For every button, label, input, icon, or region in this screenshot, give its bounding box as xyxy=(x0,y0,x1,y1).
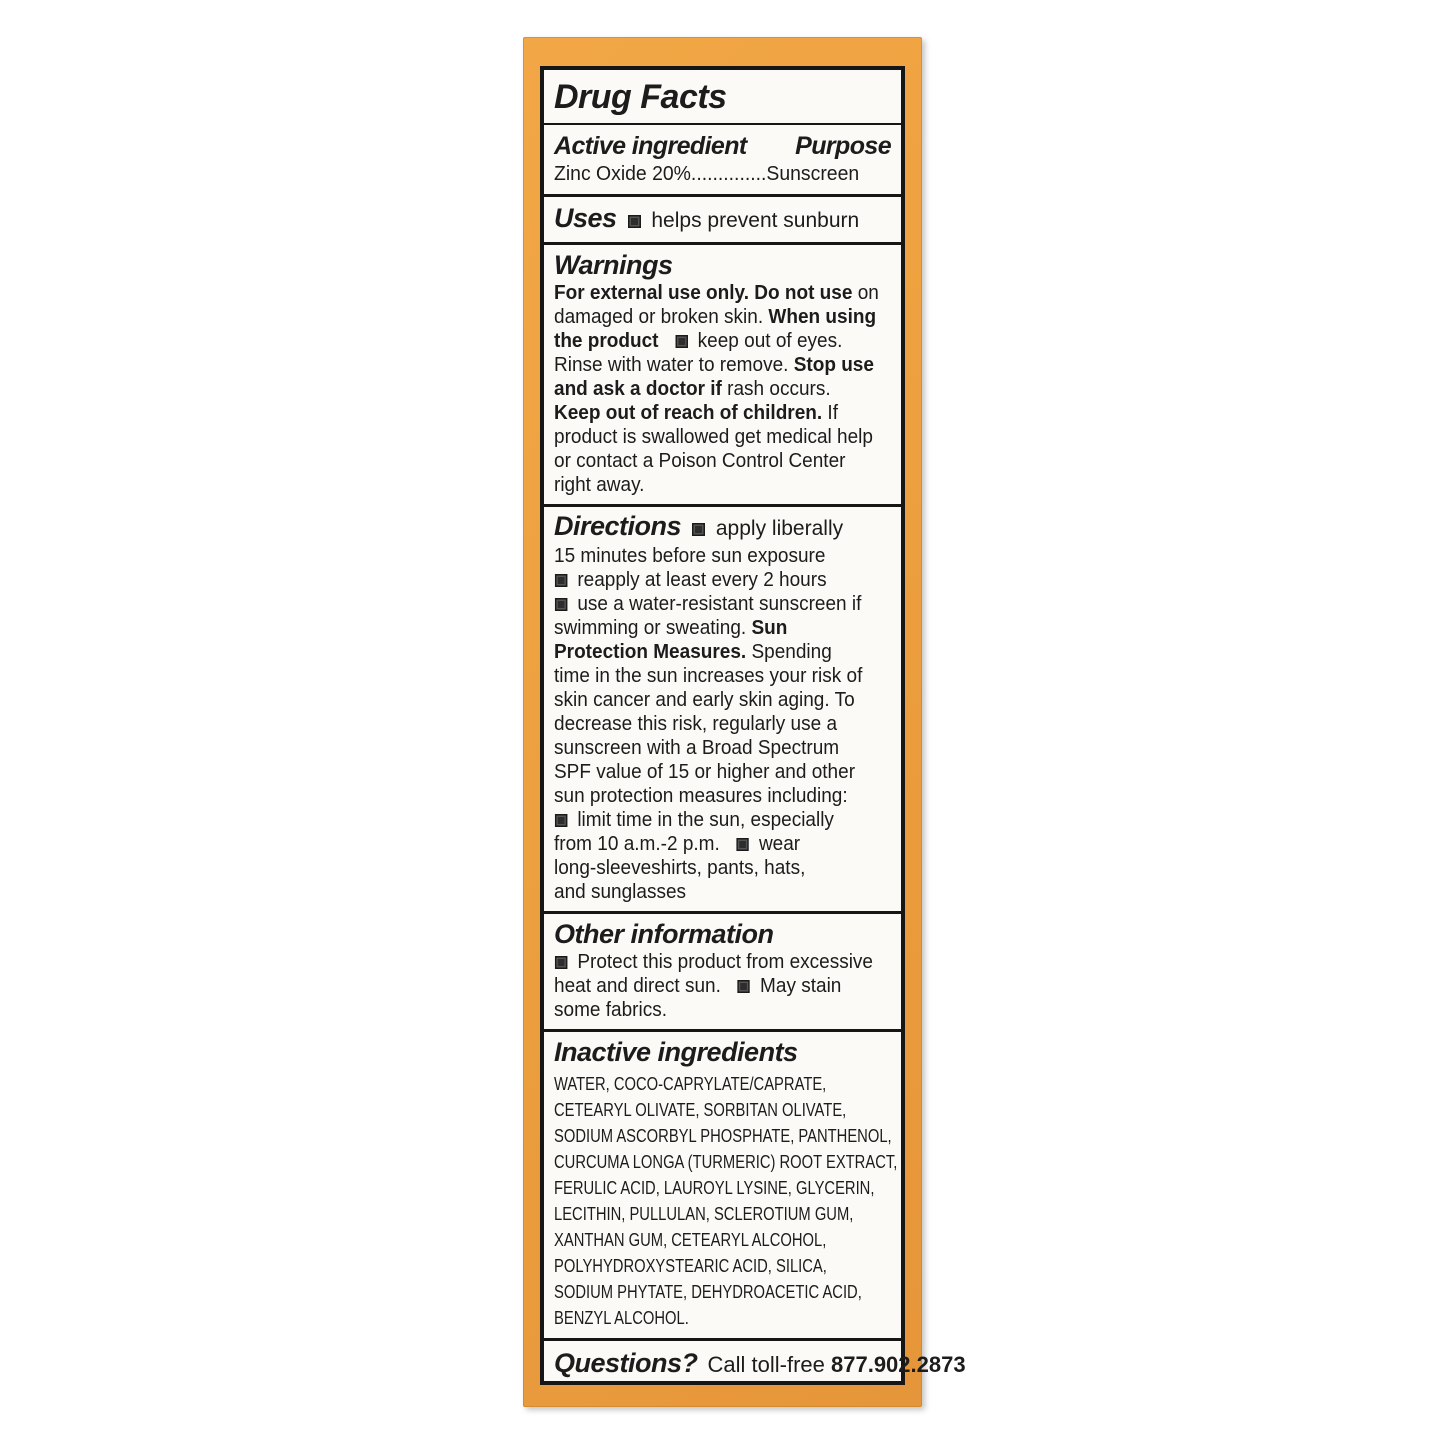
purpose-heading: Purpose xyxy=(795,132,891,160)
text-line: some fabrics. xyxy=(554,999,667,1021)
text-line: swimming or sweating. Sun xyxy=(554,617,788,639)
text-line: or contact a Poison Control Center xyxy=(554,450,846,472)
active-ingredient-heading-row xyxy=(554,131,891,161)
text-line: the product keep out of eyes. xyxy=(554,330,843,352)
inactive-ingredients-heading: Inactive ingredients xyxy=(554,1037,798,1067)
text-line: heat and direct sun. May stain xyxy=(554,975,842,997)
text-line: SODIUM ASCORBYL PHOSPHATE, PANTHENOL, xyxy=(554,1126,892,1146)
text-line: use a water-resistant sunscreen if xyxy=(554,592,874,616)
questions-phone-text: Call toll-free 877.902.2873 xyxy=(707,1352,966,1377)
bullet-square-icon xyxy=(628,215,641,228)
text-line: WATER, COCO-CAPRYLATE/CAPRATE, xyxy=(554,1074,827,1094)
text-line: product is swallowed get medical help xyxy=(554,426,873,448)
text-line: 15 minutes before sun exposure xyxy=(554,545,826,567)
other-information-heading: Other information xyxy=(554,919,774,949)
active-ingredient-heading: Active ingredient xyxy=(554,132,747,160)
text-line: Protect this product from excessive xyxy=(554,950,874,974)
bullet-square-icon xyxy=(675,335,687,348)
text-line: time in the sun increases your risk of xyxy=(554,665,863,687)
text-line: Keep out of reach of children. If xyxy=(554,402,838,424)
inactive-ingredients-section xyxy=(544,1029,901,1338)
directions-text xyxy=(554,544,891,904)
inactive-ingredients-list xyxy=(554,1071,898,1331)
other-information-text xyxy=(554,950,891,1022)
uses-section xyxy=(544,194,901,242)
text-line: CURCUMA LONGA (TURMERIC) ROOT EXTRACT, xyxy=(554,1152,898,1172)
text-line: limit time in the sun, especially xyxy=(554,808,874,832)
directions-heading: Directions xyxy=(554,511,682,541)
text-line: SPF value of 15 or higher and other xyxy=(554,761,856,783)
text-line: BENZYL ALCOHOL. xyxy=(554,1308,689,1328)
directions-section xyxy=(544,504,901,911)
text-line: sun protection measures including: xyxy=(554,785,848,807)
text-line: CETEARYL OLIVATE, SORBITAN OLIVATE, xyxy=(554,1100,847,1120)
text-line: FERULIC ACID, LAUROYL LYSINE, GLYCERIN, xyxy=(554,1178,875,1198)
text-line: and sunglasses xyxy=(554,881,687,903)
text-line: right away. xyxy=(554,474,645,496)
text-line: sunscreen with a Broad Spectrum xyxy=(554,737,840,759)
active-ingredient-value: Zinc Oxide 20%..............Sunscreen xyxy=(554,163,860,185)
questions-section xyxy=(544,1338,966,1388)
uses-heading: Uses xyxy=(554,203,617,233)
text-line: long-sleeveshirts, pants, hats, xyxy=(554,857,806,879)
bullet-square-icon xyxy=(555,956,567,969)
other-information-section xyxy=(544,911,901,1029)
text-line: and ask a doctor if rash occurs. xyxy=(554,378,831,400)
bullet-square-icon xyxy=(555,814,567,827)
text-line: reapply at least every 2 hours xyxy=(554,568,874,592)
active-ingredient-section xyxy=(544,125,901,194)
product-box-panel xyxy=(523,37,966,1407)
text-line: POLYHYDROXYSTEARIC ACID, SILICA, xyxy=(554,1256,827,1276)
text-line: from 10 a.m.-2 p.m. wear xyxy=(554,833,801,855)
text-line: SODIUM PHYTATE, DEHYDROACETIC ACID, xyxy=(554,1282,862,1302)
uses-text: helps prevent sunburn xyxy=(627,209,860,233)
warnings-text xyxy=(554,281,891,497)
text-line: LECITHIN, PULLULAN, SCLEROTIUM GUM, xyxy=(554,1204,854,1224)
text-line: Protection Measures. Spending xyxy=(554,641,832,663)
bullet-square-icon xyxy=(738,980,750,993)
text-line: XANTHAN GUM, CETEARYL ALCOHOL, xyxy=(554,1230,827,1250)
text-line: Rinse with water to remove. Stop use xyxy=(554,354,874,376)
text-line: damaged or broken skin. When using xyxy=(554,306,877,328)
text-line: skin cancer and early skin aging. To xyxy=(554,689,855,711)
bullet-square-icon xyxy=(555,574,567,587)
drug-facts-label xyxy=(540,66,966,1385)
text-line: decrease this risk, regularly use a xyxy=(554,713,838,735)
bullet-square-icon xyxy=(555,598,567,611)
text-line: For external use only. Do not use on xyxy=(554,282,879,304)
bullet-square-icon xyxy=(692,523,705,536)
bullet-square-icon xyxy=(737,838,749,851)
questions-heading: Questions? xyxy=(554,1348,698,1378)
directions-heading-row xyxy=(554,511,891,542)
drug-facts-title: Drug Facts xyxy=(544,70,901,125)
warnings-heading: Warnings xyxy=(554,250,673,280)
warnings-section xyxy=(544,242,901,504)
directions-first-line: apply liberally xyxy=(691,517,843,541)
